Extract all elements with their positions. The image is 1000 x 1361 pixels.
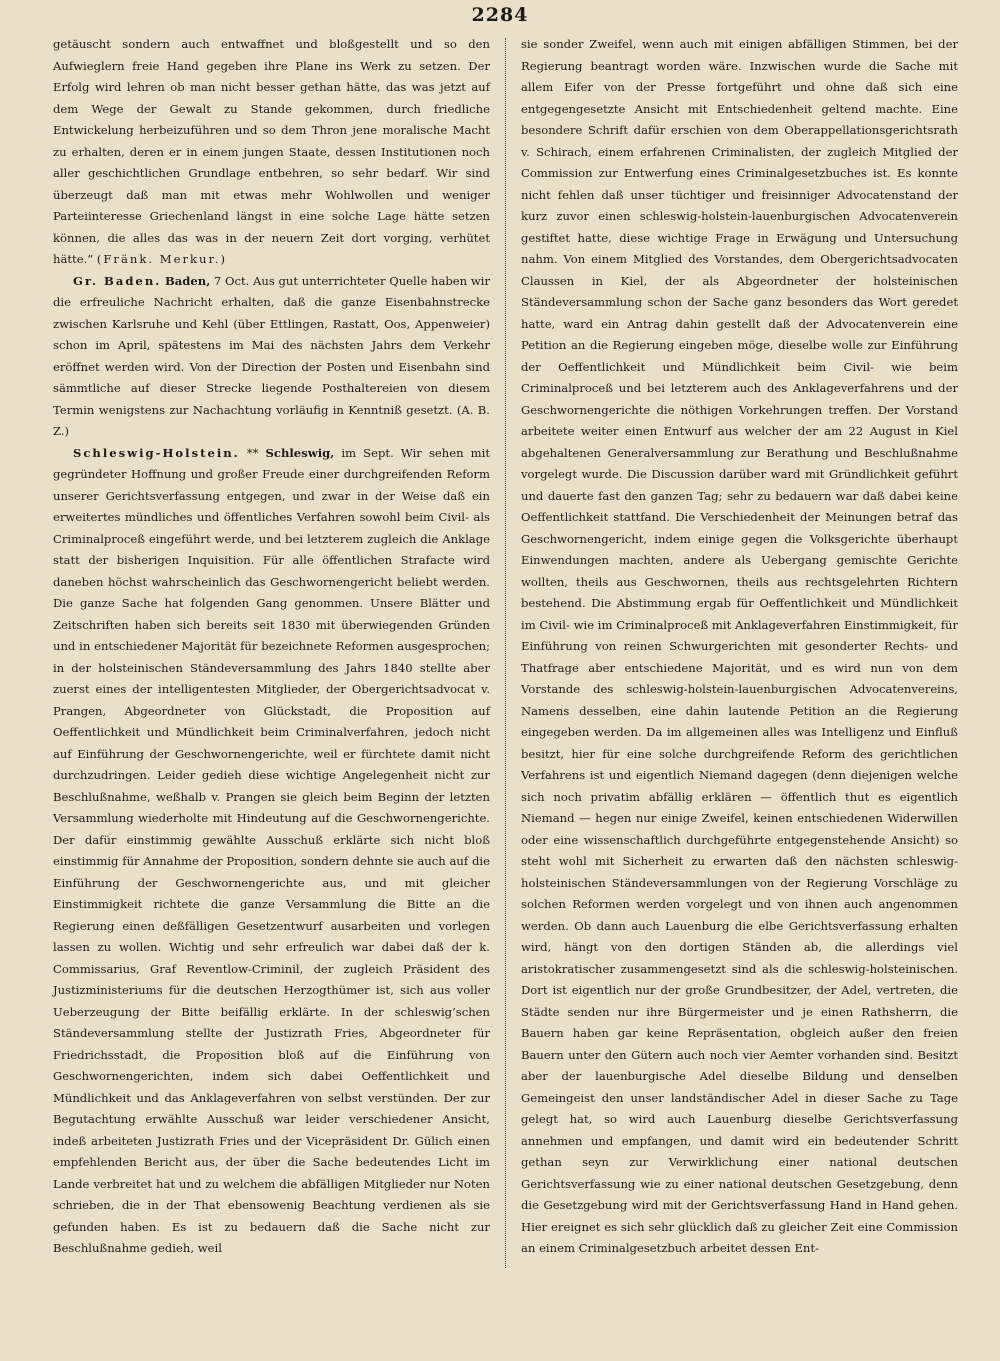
sh-text: Wir sehen mit gegründeter Hoffnung und großer Freude einer durchgreifenden Reform unserer Gerichtsverfassung entgegen, und zwar in der Weise daß ein erweitertes mündliches und öffentliches Verfahren sowohl beim Civil- als Criminalproceß eingeführt werde, und bei letzterem zugleich die Anklage statt der bisherigen Inquisition. Für alle öffentlichen Strafacte wird daneben höchst wahrscheinlich das Geschwornengericht beliebt werden. Die ganze Sache hat folgenden Gang genommen. Unsere Blätter und Zeitschriften haben sich bereits seit 1830 mit überwiegenden Gründen und in entschiedener Majorität für bezeichnete Reformen ausgesprochen; in der holsteinischen Ständeversammlung des Jahrs 1840 stellte aber zuerst eines der intelligentesten Mitglieder, der Obergerichtsadvocat v. Prangen, Abgeordneter von Glückstadt, die Proposition auf Oeffentlichkeit und Mündlichkeit beim Criminalverfahren, jedoch nicht auf Einführung der Geschwornengerichte, weil er fürchtete damit nicht durchzudringen. Leider gedieh diese wichtige Angelegenheit nicht zur Beschlußnahme, weßhalb v. Prangen sie gleich beim Beginn der letzten Versammlung wiederholte mit Hindeutung auf die Geschwornengerichte. Der dafür einstimmig gewählte Ausschuß erklärte sich nicht bloß einstimmig für Annahme der Proposition, sondern dehnte sie auch auf die Einführung der Geschwornengerichte aus, und mit gleicher Einstimmigkeit richtete die ganze Versammlung die Bitte an die Regierung einen deßfälligen Gesetzentwurf ausarbeiten und vorlegen lassen zu wollen. Wichtig und sehr erfreulich war dabei daß der k. Commissarius, Graf Reventlow-Criminil, der zugleich Präsident des Justizministeriums für die deutschen Herzogthümer ist, sich aus voller Ueberzeugung der Bitte beifällig erklärte. In der schleswig’schen Ständeversammlung stellte der Justizrath Fries, Abgeordneter für Friedrichsstadt, die Proposition bloß auf die Einführung von Geschwornengerichten, indem sich dabei Oeffentlichkeit und Mündlichkeit und das Anklageverfahren von selbst verstünden. Der zur Begutachtung erwählte Ausschuß war leider verschiedener Ansicht, indeß arbeiteten Justizrath Fries und der Vicepräsident Dr. Gülich einen empfehlenden Bericht aus, der über die Sache bedeutendes Licht im Lande verbreitet hat und zu welchem die abfälligen Mitglieder nur Noten schrieben, die in der That ebensowenig Beachtung verdienen als sie gefunden haben. Es ist zu bedauern daß die Sache nicht zur Beschlußnahme gedieh, weil	[53, 445, 491, 1255]
right-paragraph	[521, 34, 958, 1260]
sh-marker: **	[246, 445, 259, 460]
sh-date: im Sept.	[341, 445, 394, 460]
right-text-part-1: sie sonder Zweifel, wenn auch mit einigen abfälligen Stimmen, bei der Regierung beantragt worden wäre. Inzwischen wurde die Sache mit allem Eifer von der Presse fortgeführt und ohne daß sich eine entgegengesetzte Ansicht mit Entschiedenheit geltend machte. Eine besondere Schrift dafür erschien von dem Oberappellationsgerichtsrath v. Schirach, einem erfahrenen Criminalisten, der zugleich Mitglied der Commission zur Entwerfung eines Criminalgesetzbuches ist. Es konnte nicht fehlen daß unser tüchtiger und freisinniger Advocatenstand der kurz zuvor einen schleswig-holstein-lauenburgischen Advocatenverein gestiftet hatte, diese wichtige Frage in Erwägung und Untersuchung nahm. Von einem Mitglied des Vorstandes, dem Obergerichtsadvocaten Claussen in Kiel, der als Abgeordneter der holsteinischen Ständeversammlung schon der Sache ganz besonders das Wort geredet hatte, ward ein Antrag dahin gestellt daß der Advocatenverein eine Petition an die Regierung eingeben möge, dieselbe wolle zur Einführung der Oeffentlichkeit und Mündlichkeit beim Civil- wie beim Criminalproceß und bei letzterem auch des Anklageverfahrens und der Geschwornengerichte die nöthigen Vorkehrungen treffen. Der Vorstand arbeitete weiter einen Entwurf aus welcher der am	[521, 37, 958, 438]
page-number: 2284	[471, 4, 529, 26]
intro-text: getäuscht sondern auch entwaffnet und bloßgestellt und so den Aufwieglern freie Hand gegeben ihre Plane ins Werk zu setzen. Der Erfolg wird lehren ob man nicht besser gethan hätte, das was jetzt auf dem Wege der Gewalt zu Stande gekommen, durch friedliche Entwickelung herbeizuführen und so dem Thron jene moralische Macht zu erhalten, deren er in einem jungen Staate, dessen Institutionen noch aller geschichtlichen Grundlage entbehren, so sehr bedarf. Wir sind überzeugt daß man mit etwas mehr Wohlwollen und weniger Parteiinteresse Griechenland längst in eine solche Lage hätte setzen können, die alles das was in der neuern Zeit dort vorging, verhütet hätte.“	[53, 37, 490, 266]
sh-place: Schleswig,	[265, 445, 335, 460]
right-date-number: 22	[848, 424, 864, 438]
baden-text: 7 Oct. Aus gut unterrichteter Quelle haben wir die erfreuliche Nachricht erhalten, daß die ganze Eisenbahnstrecke zwischen Karlsruhe und Kehl (über Ettlingen, Rastatt, Oos, Appenweier) schon im April, spätestens im Mai des nächsten Jahrs dem Verkehr eröffnet werden wird. Von der Direction der Posten und Eisenbahn sind sämmtliche auf dieser Strecke liegende Posthaltereien von diesem Termin wenigstens zur Nachachtung vorläufig in Kenntniß gesetzt. (A. B. Z.)	[53, 273, 490, 438]
left-column	[53, 34, 490, 1260]
intro-paragraph	[53, 34, 490, 271]
column-divider	[505, 38, 506, 1268]
sh-region: Schleswig-Holstein.	[73, 445, 240, 460]
baden-place: Baden,	[164, 273, 211, 288]
right-text-part-2: August in Kiel abgehaltenen Generalversammlung zur Berathung und Beschlußnahme vorgelegt wurde. Die Discussion darüber ward mit Gründlichkeit geführt und dauerte fast den ganzen Tag; sehr zu bedauern war daß dabei keine Oeffentlichkeit stattfand. Die Verschiedenheit der Meinungen betraf das Geschwornengericht, indem einige gegen die Volksgerichte überhaupt Einwendungen machten, andere als Uebergang gemischte Gerichte wollten, theils aus Geschwornen, theils aus rechtsgelehrten Richtern bestehend. Die Abstimmung ergab für Oeffentlichkeit und Mündlichkeit im Civil- wie im Criminalproceß mit Anklageverfahren Einstimmigkeit, für Einführung von reinen Schwurgerichten mit gesonderter Rechts- und Thatfrage aber entschiedene Majorität, und es wird nun von dem Vorstande des schleswig-holstein-lauenburgischen Advocatenvereins, Namens desselben, eine dahin lautende Petition an die Regierung eingegeben werden. Da im allgemeinen alles was Intelligenz und Einfluß besitzt, hier für eine solche durchgreifende Reform des gerichtlichen Verfahrens ist und eigentlich Niemand dagegen (denn diejenigen welche sich noch privatim abfällig erklären — öffentlich thut es eigentlich Niemand — hegen nur einige Zweifel, keinen entschiedenen Widerwillen oder eine wissenschaftlich durchgeführte entgegenstehende Ansicht) so steht wohl mit Sicherheit zu erwarten daß den nächsten schleswig-holsteinischen Ständeversammlungen von der Regierung Vorschläge zu solchen Reformen werden vorgelegt und von ihnen auch angenommen werden. Ob dann auch Lauenburg die elbe Gerichtsverfassung erhalten wird, hängt von den dortigen Ständen ab, die allerdings viel aristokratischer zusammengesetzt sind als die schleswig-holsteinischen. Dort ist eigentlich nur der große Grundbesitzer, der Adel, vertreten, die Städte senden nur ihre Bürgermeister und je einen Rathsherrn, die Bauern haben gar keine Repräsentation, obgleich außer den freien Bauern unter den Gütern auch noch vier Aemter vorhanden sind. Besitzt aber der lauenburgische Adel dieselbe Bildung und denselben Gemeingeist den unser landständischer Adel in dieser Sache zu Tage gelegt hat, so wird auch Lauenburg dieselbe Gerichtsverfassung annehmen und empfangen, und damit wird ein bedeutender Schritt gethan seyn zur Verwirklichung einer national deutschen Gerichtsverfassung wie zu einer national deutschen Gesetzgebung, denn die Gesetzgebung wird mit der Gerichtsverfassung Hand in Hand gehen. Hier ereignet es sich sehr glücklich daß zu gleicher Zeit eine Commission an einem Criminalgesetzbuch arbeitet dessen Ent-	[521, 424, 958, 1255]
schleswig-holstein-article	[53, 443, 490, 1260]
baden-article	[53, 271, 490, 443]
intro-source: (Fränk. Merkur.)	[96, 252, 227, 266]
baden-region: Gr. Baden.	[73, 273, 162, 288]
right-column	[521, 34, 958, 1260]
